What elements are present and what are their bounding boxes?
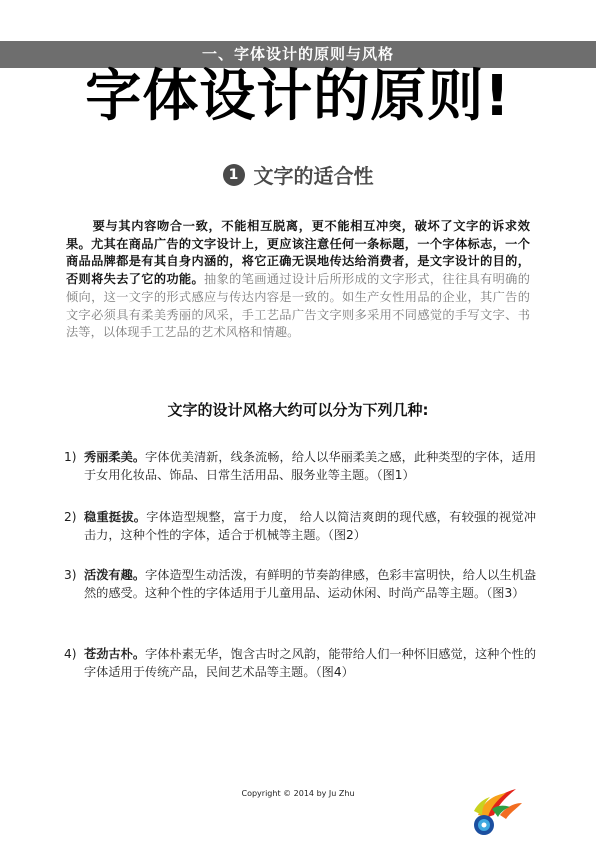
style-item-description: 字体造型规整，富于力度， 给人以简洁爽朗的现代感，有较强的视觉冲击力，这种个性的字体，适合于机械等主题。（图2）: [84, 510, 537, 542]
section-header-title: 一、字体设计的原则与风格: [201, 45, 394, 63]
intro-paragraph: [66, 218, 530, 342]
style-item: [64, 566, 536, 602]
intro-bold-text: 要与其内容吻合一致，不能相互脱离，更不能相互冲突，破坏了文字的诉求效果。尤其在商品广告的文字设计上，更应该注意任何一条标题，一个字体标志，一个商品品牌都是有其自身内涵的，将它正确无误地传达给消费者，是文字设计的目的，否则将失去了它的功能。: [66, 219, 530, 287]
style-item-description: 字体优美清新，线条流畅，给人以华丽柔美之感，此种类型的字体，适用于女用化妆品、饰品、日常生活用品、服务业等主题。（图1）: [84, 450, 537, 482]
style-item-text: [84, 645, 536, 681]
style-item-text: [84, 448, 536, 484]
style-item-number: 2): [64, 510, 77, 524]
section-number-badge: 1: [223, 164, 245, 186]
colorful-swirl-logo-icon: [470, 785, 524, 837]
section-title: 文字的适合性: [253, 164, 374, 188]
section-heading: [0, 160, 596, 189]
style-item-number: 3): [64, 568, 77, 582]
style-item-name: 秀丽柔美。: [84, 450, 146, 464]
style-item-number: 4): [64, 647, 77, 661]
page-title: 字体设计的原则!: [85, 64, 511, 129]
style-item-text: [84, 508, 536, 544]
style-item: [64, 448, 536, 484]
style-item-description: 字体朴素无华，饱含古时之风韵，能带给人们一种怀旧感觉，这种个性的字体适用于传统产品，民间艺术品等主题。（图4）: [84, 647, 537, 679]
style-item-name: 稳重挺拔。: [84, 510, 147, 524]
intro-light-text: 抽象的笔画通过设计后所形成的文字形式，往往具有明确的倾向，这一文字的形式感应与传达内容是一致的。如生产女性用品的企业，其广告的文字必须具有柔美秀丽的风采，手工艺品广告文字则多采用不同感觉的手写文字、书法等，以体现手工艺品的艺术风格和情趣。: [66, 272, 530, 340]
style-item-text: [84, 566, 536, 602]
style-item-name: 苍劲古朴。: [84, 647, 146, 661]
style-item: [64, 645, 536, 681]
styles-heading: 文字的设计风格大约可以分为下列几种:: [167, 401, 429, 419]
style-item-number: 1): [64, 450, 77, 464]
style-item-description: 字体造型生动活泼，有鲜明的节奏韵律感，色彩丰富明快，给人以生机盎然的感受。这种个性的字体适用于儿童用品、运动休闲、时尚产品等主题。（图3）: [84, 568, 537, 600]
style-item-name: 活泼有趣。: [84, 568, 146, 582]
footer-copyright: Copyright © 2014 by Ju Zhu: [241, 789, 355, 798]
style-item: [64, 508, 536, 544]
